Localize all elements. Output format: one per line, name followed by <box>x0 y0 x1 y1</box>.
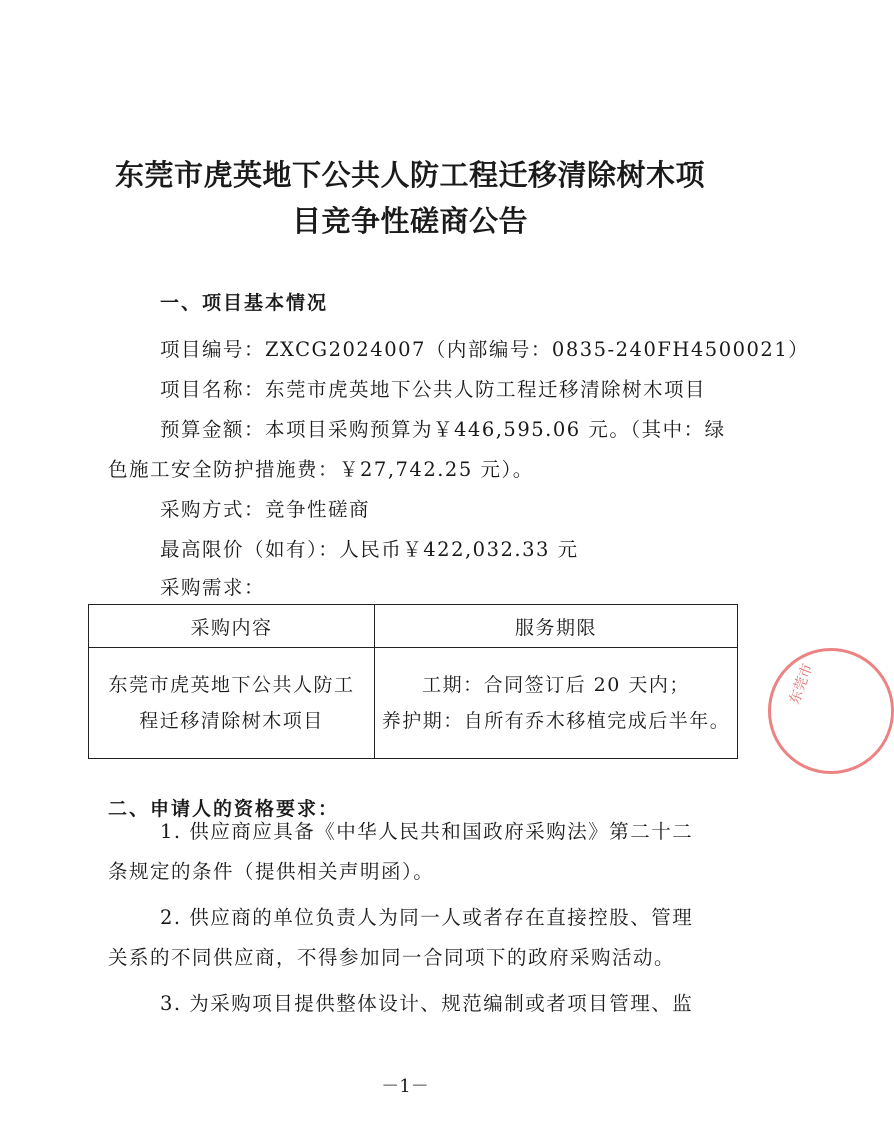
cell-period-line-1: 工期：合同签订后 20 天内； <box>422 674 690 696</box>
budget-line-1: 预算金额：本项目采购预算为￥446,595.06 元。（其中：绿 <box>160 418 726 441</box>
requirements-table <box>88 604 738 759</box>
demand-label: 采购需求： <box>160 576 266 599</box>
max-price: 最高限价（如有）：人民币￥422,032.33 元 <box>160 538 579 561</box>
title-line-1: 东莞市虎英地下公共人防工程迁移清除树木项 <box>114 158 705 192</box>
table-row <box>89 648 738 759</box>
cell-period <box>375 648 738 759</box>
requirement-2-line-2: 关系的不同供应商，不得参加同一合同项下的政府采购活动。 <box>108 946 676 969</box>
cell-content <box>89 648 375 759</box>
page-number: －1－ <box>381 1076 429 1097</box>
official-seal-text: 东莞市 <box>786 661 817 707</box>
cell-period-line-2: 养护期：自所有乔木移植完成后半年。 <box>381 710 731 732</box>
header-content: 采购内容 <box>89 605 375 648</box>
requirement-3-line-1: 3. 为采购项目提供整体设计、规范编制或者项目管理、监 <box>160 992 694 1015</box>
header-period: 服务期限 <box>375 605 738 648</box>
procurement-method: 采购方式：竞争性磋商 <box>160 498 371 521</box>
project-number: 项目编号：ZXCG2024007（内部编号：0835-240FH4500021） <box>160 338 810 361</box>
document-title <box>90 152 730 244</box>
official-seal <box>768 648 894 774</box>
section-2-heading: 二、申请人的资格要求： <box>108 798 340 820</box>
cell-content-line-1: 东莞市虎英地下公共人防工 <box>108 674 355 696</box>
requirement-2-line-1: 2. 供应商的单位负责人为同一人或者存在直接控股、管理 <box>160 906 694 929</box>
cell-content-line-2: 程迁移清除树木项目 <box>139 710 324 732</box>
table-header-row <box>89 605 738 648</box>
requirement-1-line-1: 1. 供应商应具备《中华人民共和国政府采购法》第二十二 <box>160 820 694 843</box>
requirement-1-line-2: 条规定的条件（提供相关声明函）。 <box>108 860 435 883</box>
budget-line-2: 色施工安全防护措施费：￥27,742.25 元）。 <box>108 458 534 481</box>
section-1-heading: 一、项目基本情况 <box>160 292 329 314</box>
project-name: 项目名称：东莞市虎英地下公共人防工程迁移清除树木项目 <box>160 378 707 401</box>
title-line-2: 目竞争性磋商公告 <box>291 204 528 238</box>
